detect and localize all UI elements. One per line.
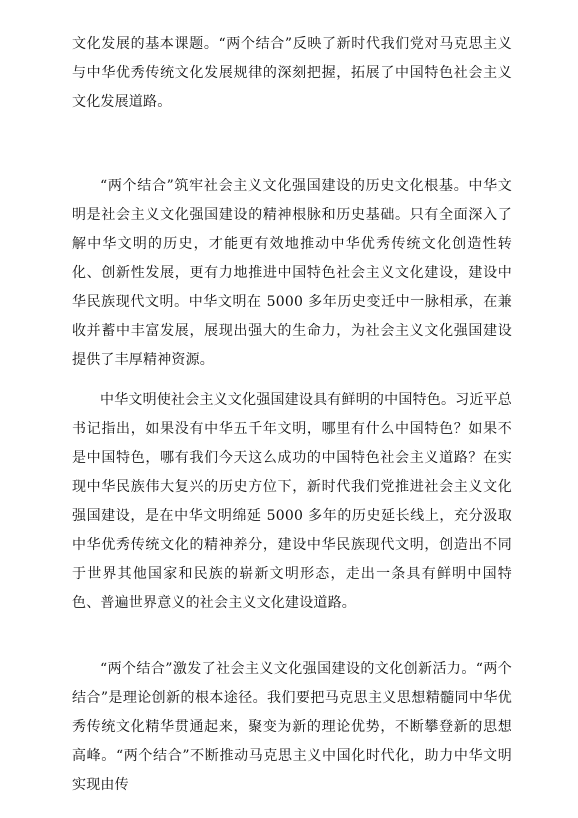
paragraph-2: “两个结合”筑牢社会主义文化强国建设的历史文化根基。中华文明是社会主义文化强国建设的精神根脉和历史基础。只有全面深入了解中华文明的历史，才能更有效地推动中华优秀传统文化创造性转化、创新性发展，更有力地推进中国特色社会主义文化建设，建设中华民族现代文明。中华文明在 5000 多年历史变迁中一脉相承，在兼收并蓄中丰富发展，展现出强大的生命力，为社会主义文化强国建设提供了丰厚精神资源。: [72, 178, 512, 368]
paragraph-1: 文化发展的基本课题。“两个结合”反映了新时代我们党对马克思主义与中华优秀传统文化发展规律的深刻把握，拓展了中国特色社会主义文化发展道路。: [72, 36, 512, 110]
paragraph-3: 中华文明使社会主义文化强国建设具有鲜明的中国特色。习近平总书记指出，如果没有中华五千年文明，哪里有什么中国特色？如果不是中国特色，哪有我们今天这么成功的中国特色社会主义道路？在实现中华民族伟大复兴的历史方位下，新时代我们党推进社会主义文化强国建设，是在中华文明绵延 5000 多年的历史延长线上，充分汲取中华优秀传统文化的精神养分，建设中华民族现代文明，创造出不同于世界其他国家和民族的崭新文明形态，走出一条具有鲜明中国特色、普遍世界意义的社会主义文化建设道路。: [72, 392, 512, 611]
paragraph-4: “两个结合”激发了社会主义文化强国建设的文化创新活力。“两个结合”是理论创新的根本途径。我们要把马克思主义思想精髓同中华优秀传统文化精华贯通起来，聚变为新的理论优势，不断攀登新的思想高峰。“两个结合”不断推动马克思主义中国化时代化，助力中华文明实现由传: [72, 661, 512, 793]
